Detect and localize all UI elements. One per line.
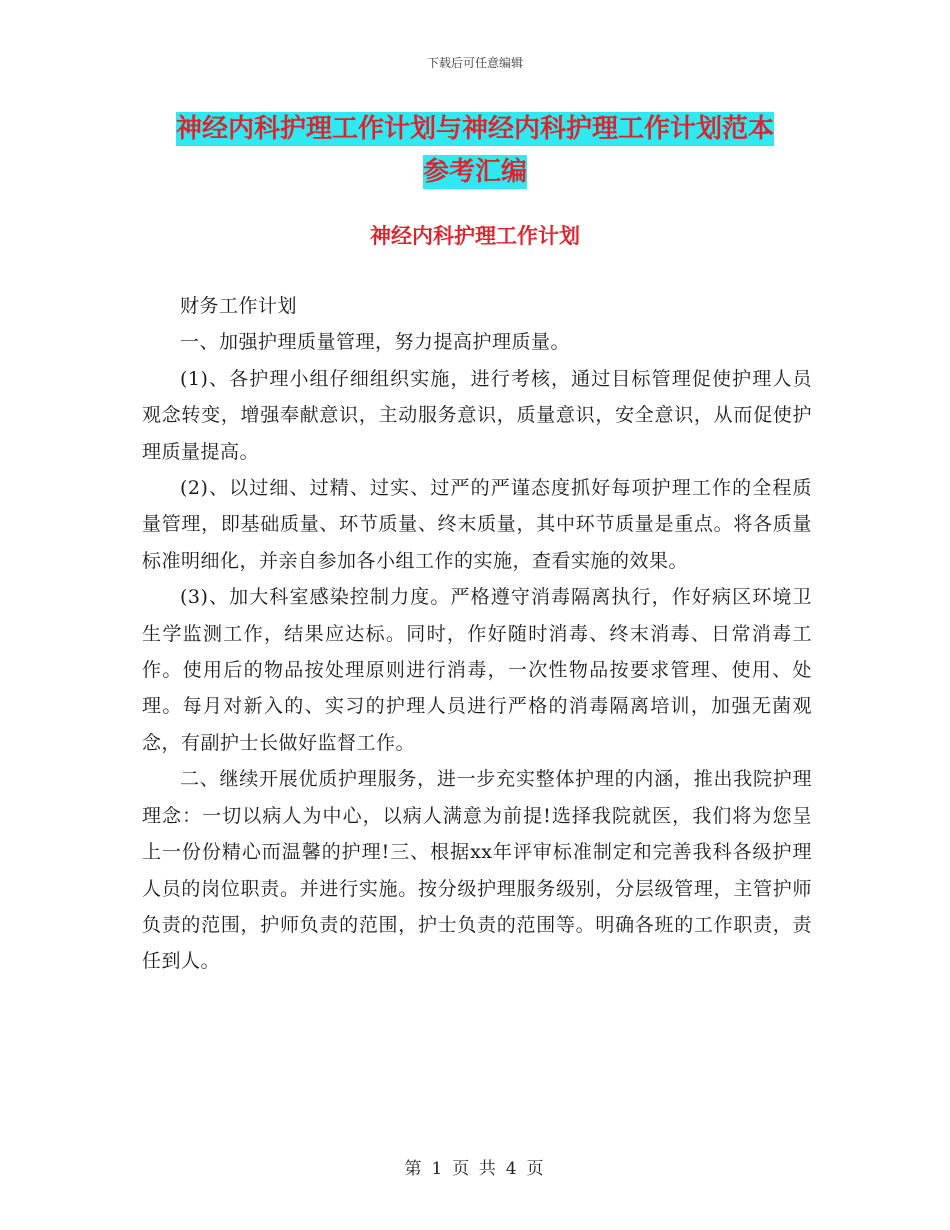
paragraph: (2)、以过细、过精、过实、过严的严谨态度抓好每项护理工作的全程质量管理，即基础质量、环节质量、终末质量，其中环节质量是重点。将各质量标准明细化，并亲自参加各小组工作的实施，查看实施的效果。 (142, 477, 812, 572)
footer-prefix: 第 (404, 1159, 424, 1179)
title-line-2: 参考汇编 (422, 157, 527, 187)
section-title: 神经内科护理工作计划 (370, 223, 580, 248)
paragraph: (3)、加大科室感染控制力度。严格遵守消毒隔离执行，作好病区环境卫生学监测工作，结果应达标。同时，作好随时消毒、终末消毒、日常消毒工作。使用后的物品按处理原则进行消毒，一次性物品按要求管理、使用、处理。每月对新入的、实习的护理人员进行严格的消毒隔离培训，加强无菌观念，有副护士长做好监督工作。 (142, 586, 812, 754)
page-total: 4 (505, 1159, 519, 1179)
document-body (142, 288, 812, 980)
paragraph: (1)、各护理小组仔细组织实施，进行考核，通过目标管理促使护理人员观念转变，增强奉献意识，主动服务意识，质量意识，安全意识，从而促使护理质量提高。 (142, 367, 812, 463)
header-note: 下载后可任意编辑 (426, 56, 523, 70)
footer-suffix: 页 (526, 1159, 546, 1179)
page-number: 1 (431, 1159, 445, 1179)
title-line-1: 神经内科护理工作计划与神经内科护理工作计划范本 (175, 114, 774, 144)
paragraph: 财务工作计划 (180, 295, 298, 317)
paragraph: 二、继续开展优质护理服务，进一步充实整体护理的内涵，推出我院护理理念：一切以病人为中心，以病人满意为前提!选择我院就医，我们将为您呈上一份份精心而温馨的护理!三、根据xx年评审标准制定和完善我科各级护理人员的岗位职责。并进行实施。按分级护理服务级别，分层级管理，主管护师负责的范围，护师负责的范围，护士负责的范围等。明确各班的工作职责，责任到人。 (142, 768, 812, 973)
page-footer (0, 1154, 950, 1179)
document-title (120, 108, 830, 194)
paragraph: 一、加强护理质量管理，努力提高护理质量。 (180, 331, 571, 354)
footer-middle: 页 共 (452, 1159, 498, 1179)
